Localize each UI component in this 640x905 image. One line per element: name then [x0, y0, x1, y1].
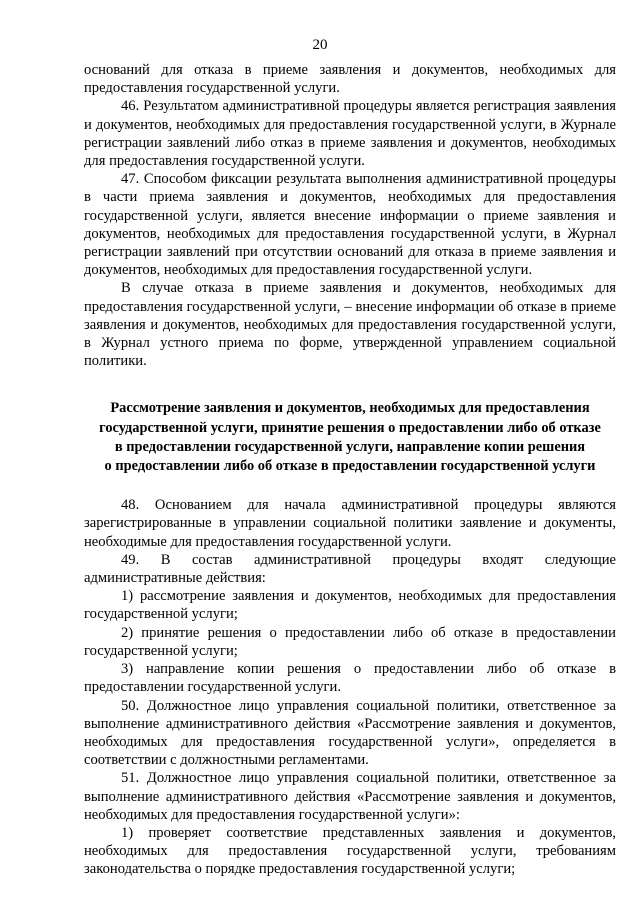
- paragraph: 48. Основанием для начала административной процедуры являются зарегистрированные в управлении социальной политики заявление и документы, необходимые для предоставления государственной услуги.: [84, 497, 616, 550]
- paragraph: 46. Результатом административной процедуры является регистрация заявления и документов, необходимых для предоставления государственной услуги, в Журнале регистрации заявлений либо отказ в приеме заявления и документов, необходимых для предоставления государственной услуги.: [84, 98, 616, 170]
- paragraph: В случае отказа в приеме заявления и документов, необходимых для предоставления государственной услуги, – внесение информации об отказе в приеме заявления и документов, необходимых для предоставления государственной услуги, в Журнал устного приема по форме, утвержденной управлением социальной политики.: [84, 280, 616, 370]
- section-heading-line: в предоставлении государственной услуги, направление копии решения: [114, 438, 586, 455]
- document-body: [84, 61, 616, 879]
- list-item: 2) принятие решения о предоставлении либо об отказе в предоставлении государственной услуги;: [84, 624, 616, 659]
- page-number: 20: [312, 37, 328, 53]
- section-heading: [84, 399, 616, 476]
- paragraph: 47. Способом фиксации результата выполнения административной процедуры в части приема заявления и документов, необходимых для предоставления государственной услуги, является внесение информации о приеме заявления и документов, необходимых для предоставления государственной услуги, в Журнал регистрации заявлений при отсутствии оснований для отказа в приеме заявления и документов, необходимых для предоставления государственной услуги.: [84, 171, 616, 279]
- list-item: 3) направление копии решения о предоставлении либо об отказе в предоставлении государственной услуги.: [84, 661, 616, 696]
- section-heading-line: Рассмотрение заявления и документов, необходимых для предоставления: [110, 400, 590, 417]
- section-heading-line: государственной услуги, принятие решения о предоставлении либо об отказе: [99, 419, 601, 436]
- paragraph: оснований для отказа в приеме заявления и документов, необходимых для предоставления государственной услуги.: [84, 62, 616, 97]
- list-item: 1) рассмотрение заявления и документов, необходимых для предоставления государственной услуги;: [84, 588, 616, 623]
- list-item: 1) проверяет соответствие представленных заявления и документов, необходимых для предоставления государственной услуги, требованиям законодательства о порядке предоставления государственной услуги;: [84, 824, 616, 878]
- paragraph: 49. В состав административной процедуры входят следующие административные действия:: [84, 551, 616, 587]
- paragraph: 50. Должностное лицо управления социальной политики, ответственное за выполнение административного действия «Рассмотрение заявления и документов, необходимых для предоставления государственной услуги», определяется в соответствии с должностными регламентами.: [84, 697, 616, 769]
- paragraph: 51. Должностное лицо управления социальной политики, ответственное за выполнение административного действия «Рассмотрение заявления и документов, необходимых для предоставления государственной услуги»:: [84, 770, 616, 823]
- section-heading-line: о предоставлении либо об отказе в предоставлении государственной услуги: [104, 458, 596, 475]
